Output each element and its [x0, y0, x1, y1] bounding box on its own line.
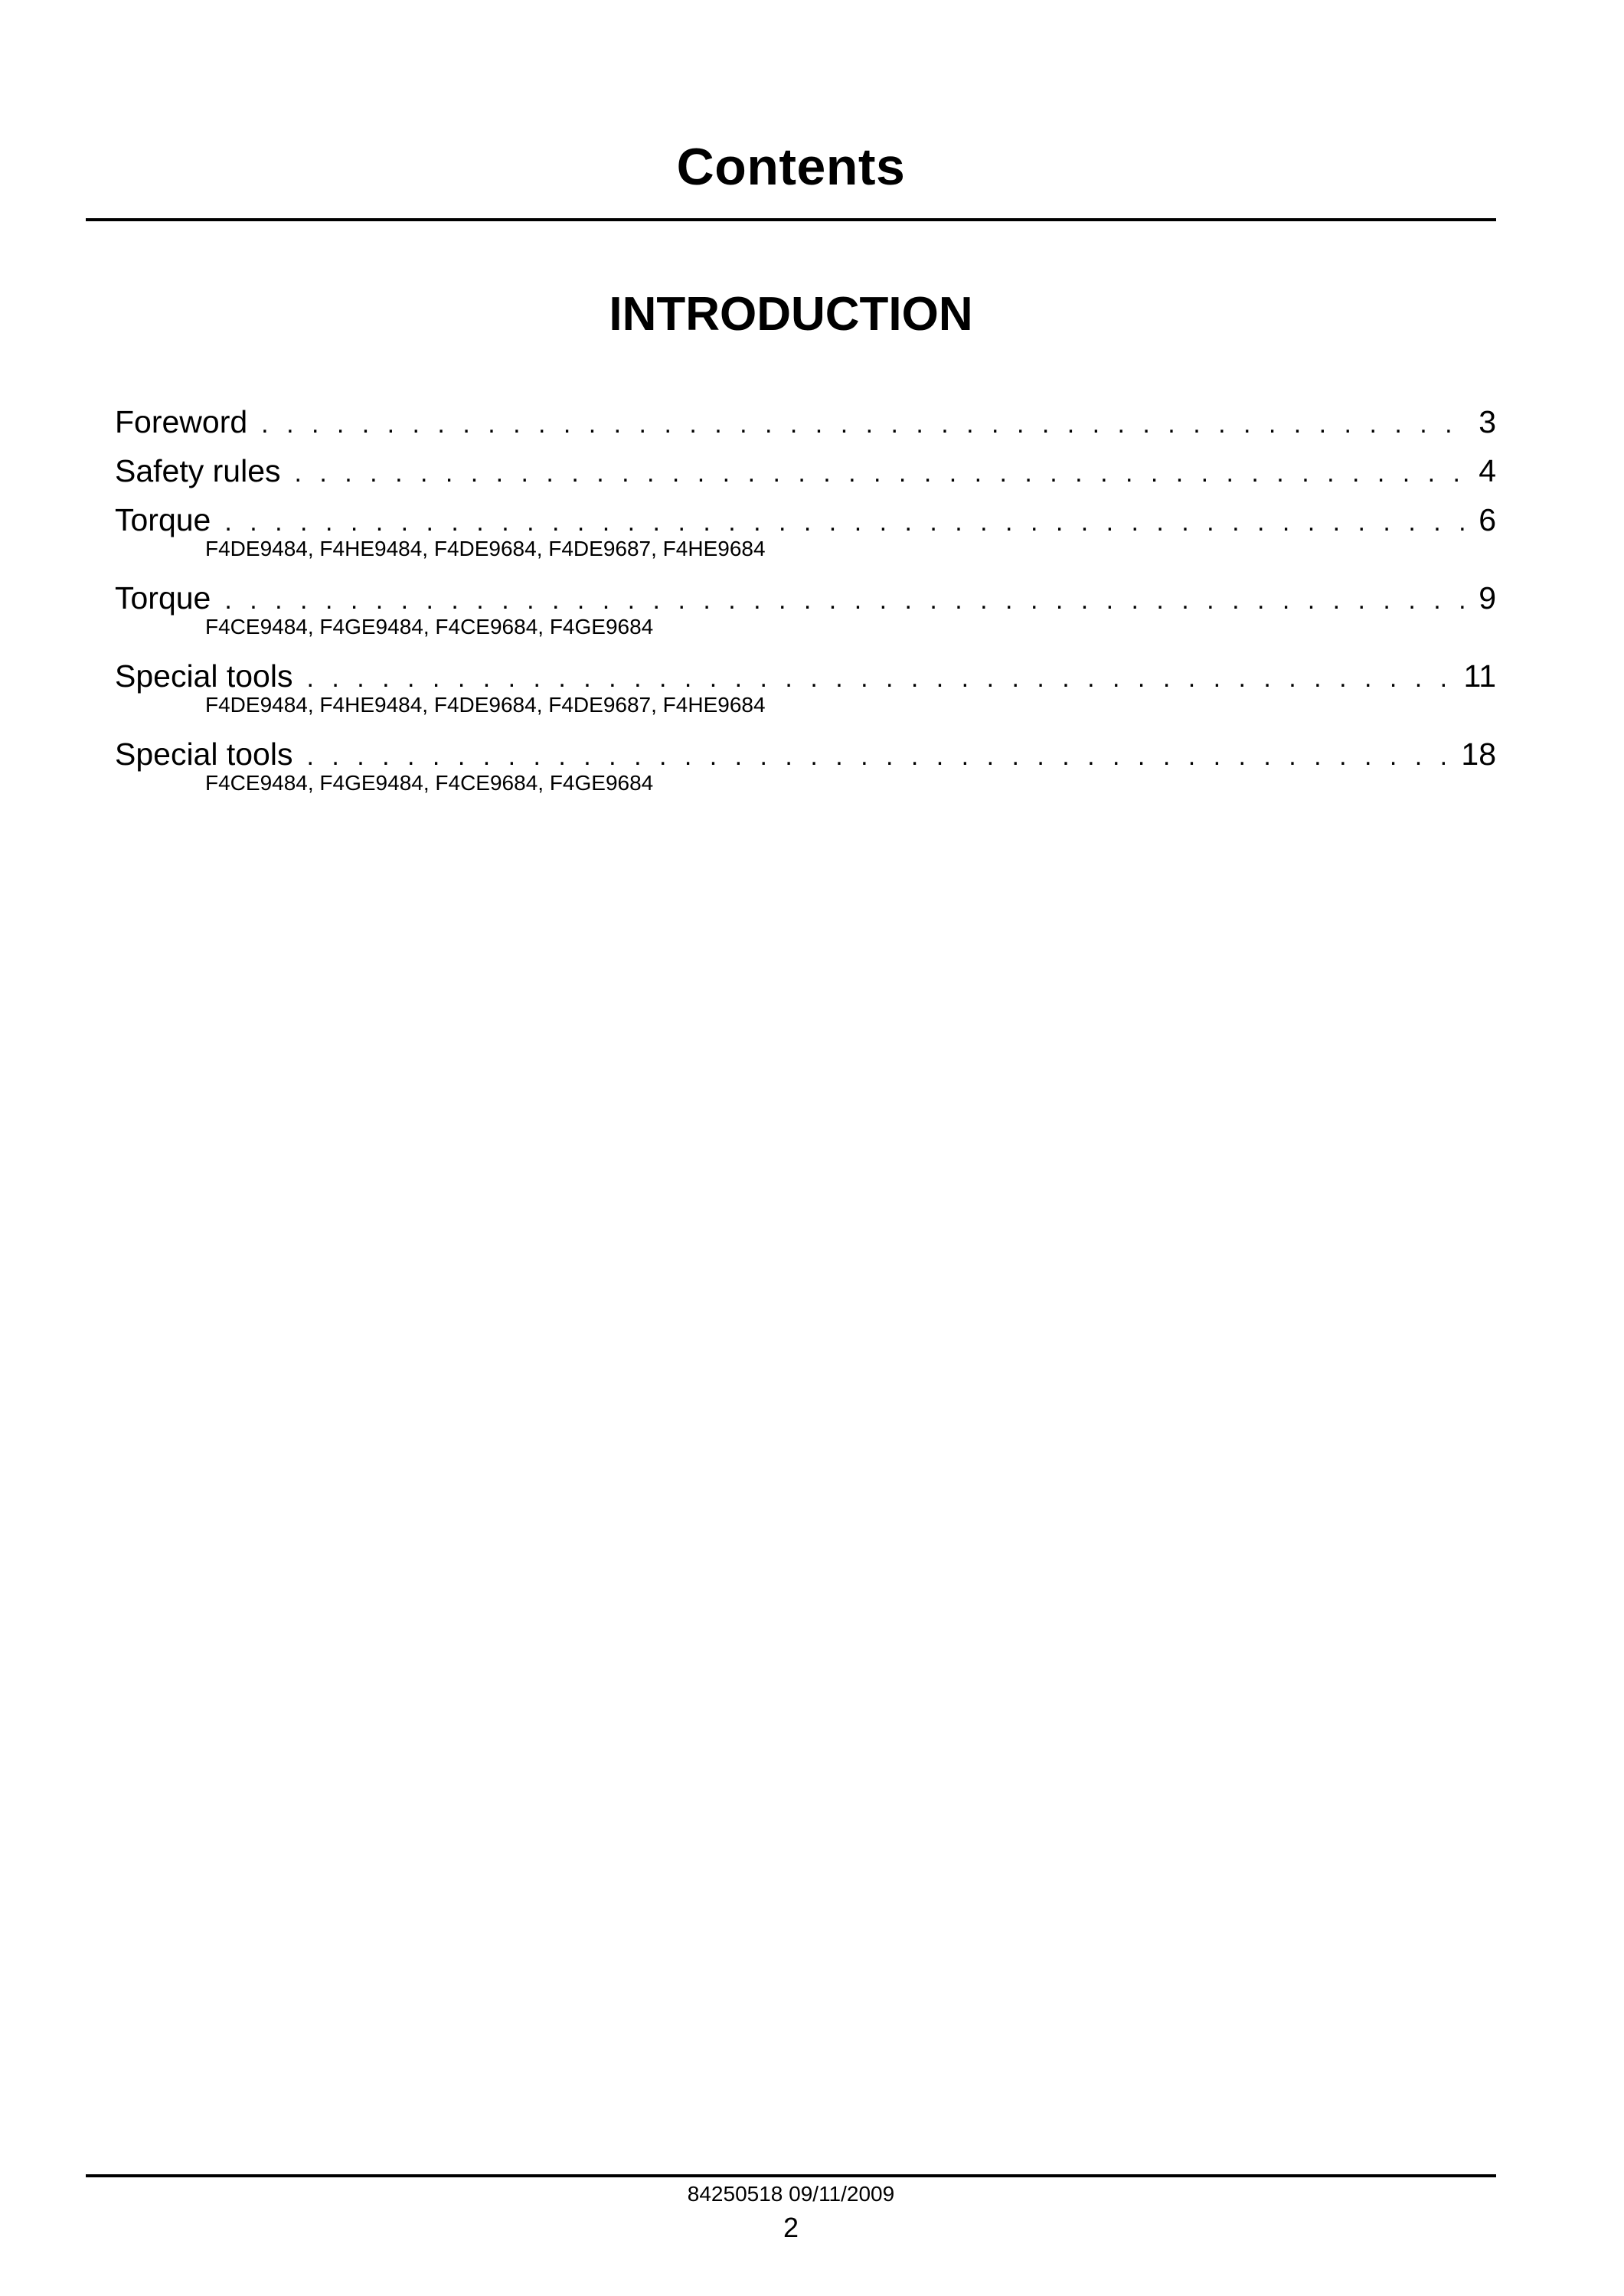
toc-entry-models: F4DE9484, F4HE9484, F4DE9684, F4DE9687, F4HE9684 — [205, 693, 766, 717]
toc-entry-page: 18 — [1461, 736, 1496, 772]
page-number: 2 — [783, 2212, 799, 2243]
toc-entry-special-tools-1[interactable] — [115, 655, 1496, 717]
header-divider — [86, 218, 1496, 221]
toc-entry-label: Safety rules — [115, 453, 281, 488]
toc-entry-page: 11 — [1463, 658, 1496, 694]
toc-entry-foreword[interactable] — [115, 400, 1496, 443]
toc-entry-page: 9 — [1479, 580, 1496, 616]
toc-entry-models: F4CE9484, F4GE9484, F4CE9684, F4GE9684 — [205, 615, 654, 639]
toc-entry-label: Torque — [115, 580, 211, 616]
dot-leader — [261, 403, 1472, 446]
toc-entry-safety-rules[interactable] — [115, 449, 1496, 492]
toc-entry-label: Special tools — [115, 658, 293, 694]
toc-entry-label: Special tools — [115, 736, 293, 772]
toc-entry-page: 3 — [1479, 404, 1496, 439]
toc-entry-special-tools-2[interactable] — [115, 733, 1496, 795]
footer-divider — [86, 2174, 1496, 2177]
toc-entry-torque-1[interactable] — [115, 498, 1496, 561]
toc-entry-label: Torque — [115, 502, 211, 537]
section-title: INTRODUCTION — [609, 288, 973, 341]
dot-leader — [295, 452, 1472, 495]
page-title: Contents — [676, 138, 906, 196]
document-code: 84250518 09/11/2009 — [687, 2182, 895, 2206]
toc-entry-models: F4CE9484, F4GE9484, F4CE9684, F4GE9684 — [205, 771, 654, 795]
toc-entry-torque-2[interactable] — [115, 576, 1496, 639]
toc-entry-page: 4 — [1479, 453, 1496, 488]
table-of-contents — [115, 400, 1496, 811]
toc-entry-page: 6 — [1479, 502, 1496, 537]
toc-entry-models: F4DE9484, F4HE9484, F4DE9684, F4DE9687, F4HE9684 — [205, 537, 766, 560]
toc-entry-label: Foreword — [115, 404, 248, 439]
